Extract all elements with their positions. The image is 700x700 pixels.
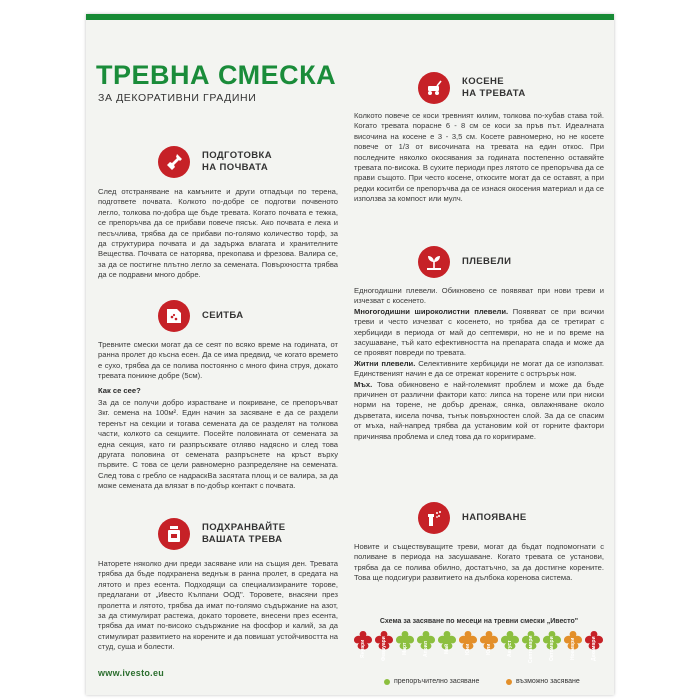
weed-icon <box>418 246 450 278</box>
month-10 <box>541 630 563 668</box>
month-9 <box>520 630 542 668</box>
month-label: Февруари <box>381 636 387 662</box>
month-3 <box>394 630 416 668</box>
month-11 <box>562 630 584 668</box>
section-sowing-title: СЕИТБА <box>202 310 244 321</box>
section-watering-text: Новите и съществуващите треви, могат да бъдат подпомогнати с поливане в периода на засушаване. Когато тревата се установи, трябва да се полива обилно, достатъчно, за да достигне корените. Това ще подсигури развитието на дълбока коренова система. <box>354 542 604 583</box>
section-sowing-header <box>158 300 244 332</box>
section-mowing-title: КОСЕНЕ НА ТРЕВАТА <box>462 76 526 99</box>
weeds-sub-moss: Мъх. <box>354 379 373 389</box>
legend-recommended-dot <box>384 679 390 685</box>
fertilizer-icon <box>158 518 190 550</box>
lawnmower-icon <box>418 72 450 104</box>
sprinkler-icon <box>418 502 450 534</box>
section-feeding-text: Наторете няколко дни преди засяване или на същия ден. Тревата трябва да бъде подхранена веднъж в ранна пролет, в средата на лятото и през есента. Подходящи са специализираните торове, предлагани от „Ивесто Кълпани ООД". Торовете, внасяни през пролетта и лятото, трябва да имат по-голямо съдържание на азот, за да стимулират растежа, докато торовете, внесени през есента, трябва да имат по-високо съдържание на фосфор и калий, за да стимулират развитието на корените и да повишат устойчивостта на студ, суша и болести. <box>98 559 338 652</box>
month-label: Октомври <box>549 636 555 662</box>
month-label: Декември <box>591 636 597 662</box>
month-label: Септември <box>528 635 534 663</box>
packaging-back-panel <box>86 14 614 695</box>
legend-recommended: препоръчително засяване <box>384 678 479 685</box>
section-soil-header <box>158 146 272 178</box>
section-weeds-title: ПЛЕВЕЛИ <box>462 256 512 267</box>
month-label: Август <box>507 640 513 658</box>
month-5 <box>436 630 458 668</box>
month-8 <box>499 630 521 668</box>
sowing-schedule-title: Схема за засяване по месеци на тревни смески „Ивесто" <box>379 618 579 625</box>
product-title: ТРЕВНА СМЕСКА <box>96 60 337 90</box>
month-label: Януари <box>360 639 366 659</box>
month-7 <box>478 630 500 668</box>
seeds-icon <box>158 300 190 332</box>
month-label: Март <box>402 642 408 656</box>
top-green-stripe <box>86 14 614 20</box>
month-2 <box>373 630 395 668</box>
section-watering-header <box>418 502 527 534</box>
month-label: Ноември <box>570 637 576 661</box>
month-1 <box>352 630 374 668</box>
legend-possible-dot <box>506 679 512 685</box>
section-weeds-header <box>418 246 511 278</box>
section-mowing-text: Колкото повече се коси тревният килим, толкова по-хубав става той. Когато тревата порасне 6 - 8 см се коси за пръв път. Идеалната височина на косене е 3 - 3,5 см. Косете равномерно, но не косете повече от 1/3 от височината на тревата на един откос. При последните няколко окосявания за годината постепенно оставяйте тревата по-висока. В сухите периоди през лятото се препоръчва да се прави същото. При често косене, откосите могат да се оставят, а при редки коситби се препоръчва да се изнася окосения материал и да се използва за компост или мулч. <box>354 111 604 204</box>
month-label: Юни <box>465 643 471 655</box>
section-watering-title: НАПОЯВАНЕ <box>462 512 527 523</box>
section-weeds-text: Едногодишни плевели. Обикновено се появяват при нови треви и изчезват с косенето. Многогодишни широколистни плевели. Появяват се при всички треви и често изчезват с косенето, но трябва да се третират с хербициди в периода от май до септември, но не и по време на засушаване, тъй като ефективността на препарата спада и може да се проявят повреди по тревата. Житни плевели. Селективните хербициди не могат да се използват. Единственият начин е да се отрежат корените с острърък нож. Мъх. Това обикновено е най-големият проблем и може да бъде причинен от различни фактори като: липса на торене или при ниски норми на торене, не добър дренаж, сянка, овлажняване около дърветата, кисела почва, тънък повърхностен слой. За да се спасим от мъха, най-напред трябва да установим кой от горните фактори причинява проблема и след това да го коригираме. <box>354 286 604 441</box>
month-12 <box>583 630 605 668</box>
month-4 <box>415 630 437 668</box>
section-soil-text: След отстраняване на камъните и други отпадъци по терена, подгответе почвата. Колкото по-добре се подготви почвеното легло, толкова по-добра ще бъде тревата. Когато почвата е тежка, се препоръчва да се прибави повече пясък. Ако почвата е лека и песъчлива, трябва да се прибави по-голямо количество торф, за да структурира почвата и да задържа влагата и хранителните Вещества. Почвата се наторява, прекопава и фрезова. Валира се, за да се постигне плътно легло за семената. Повърхността трябва да се подравни много добре. <box>98 187 338 280</box>
weeds-sub-grass: Житни плевели. <box>354 358 416 368</box>
section-sowing-text: Тревните смески могат да се сеят по всяко време на годината, от ранна пролет до късна есен. Да се има предвид, че когато времето е сухо, трябва да се полива постоянно с много фина струя, докато тревата поникне добре (5см). Как се сее? За да се получи добро израстване и покриване, се препоръчват 3кг. семена на 100м². Един начин за засяване е да се раздели теренът на секции и тогава семената да се разделят на толкова части, колкото са секциите. Посейте половината от семената за една секция, като ги разпръсквате отляво надясно и след това другата половина от семената разпръснете на кръст върху първите. С това се цели равномерно разпределяне на семената. След това с гребло се надраскВа засятата площ и се валира, за да може семената да влязат в по-добър контакт с почвата. <box>98 340 338 491</box>
shovel-icon <box>158 146 190 178</box>
section-soil-title: ПОДГОТОВКА НА ПОЧВАТА <box>202 150 272 173</box>
product-subtitle: ЗА ДЕКОРАТИВНИ ГРАДИНИ <box>98 92 257 104</box>
sowing-subheading: Как се сее? <box>98 385 141 395</box>
section-mowing-header <box>418 72 526 104</box>
month-label: Април <box>423 641 429 657</box>
month-label: Май <box>444 643 450 655</box>
weeds-sub-perennial: Многогодишни широколистни плевели. <box>354 306 509 316</box>
section-feeding-title: ПОДХРАНВАЙТЕ ВАШАТА ТРЕВА <box>202 522 286 545</box>
month-label: Юли <box>486 643 492 655</box>
sowing-schedule-months <box>352 630 606 670</box>
section-feeding-header <box>158 518 285 550</box>
legend-possible: възможно засяване <box>506 678 580 685</box>
website-url: www.ivesto.eu <box>98 668 165 678</box>
month-6 <box>457 630 479 668</box>
